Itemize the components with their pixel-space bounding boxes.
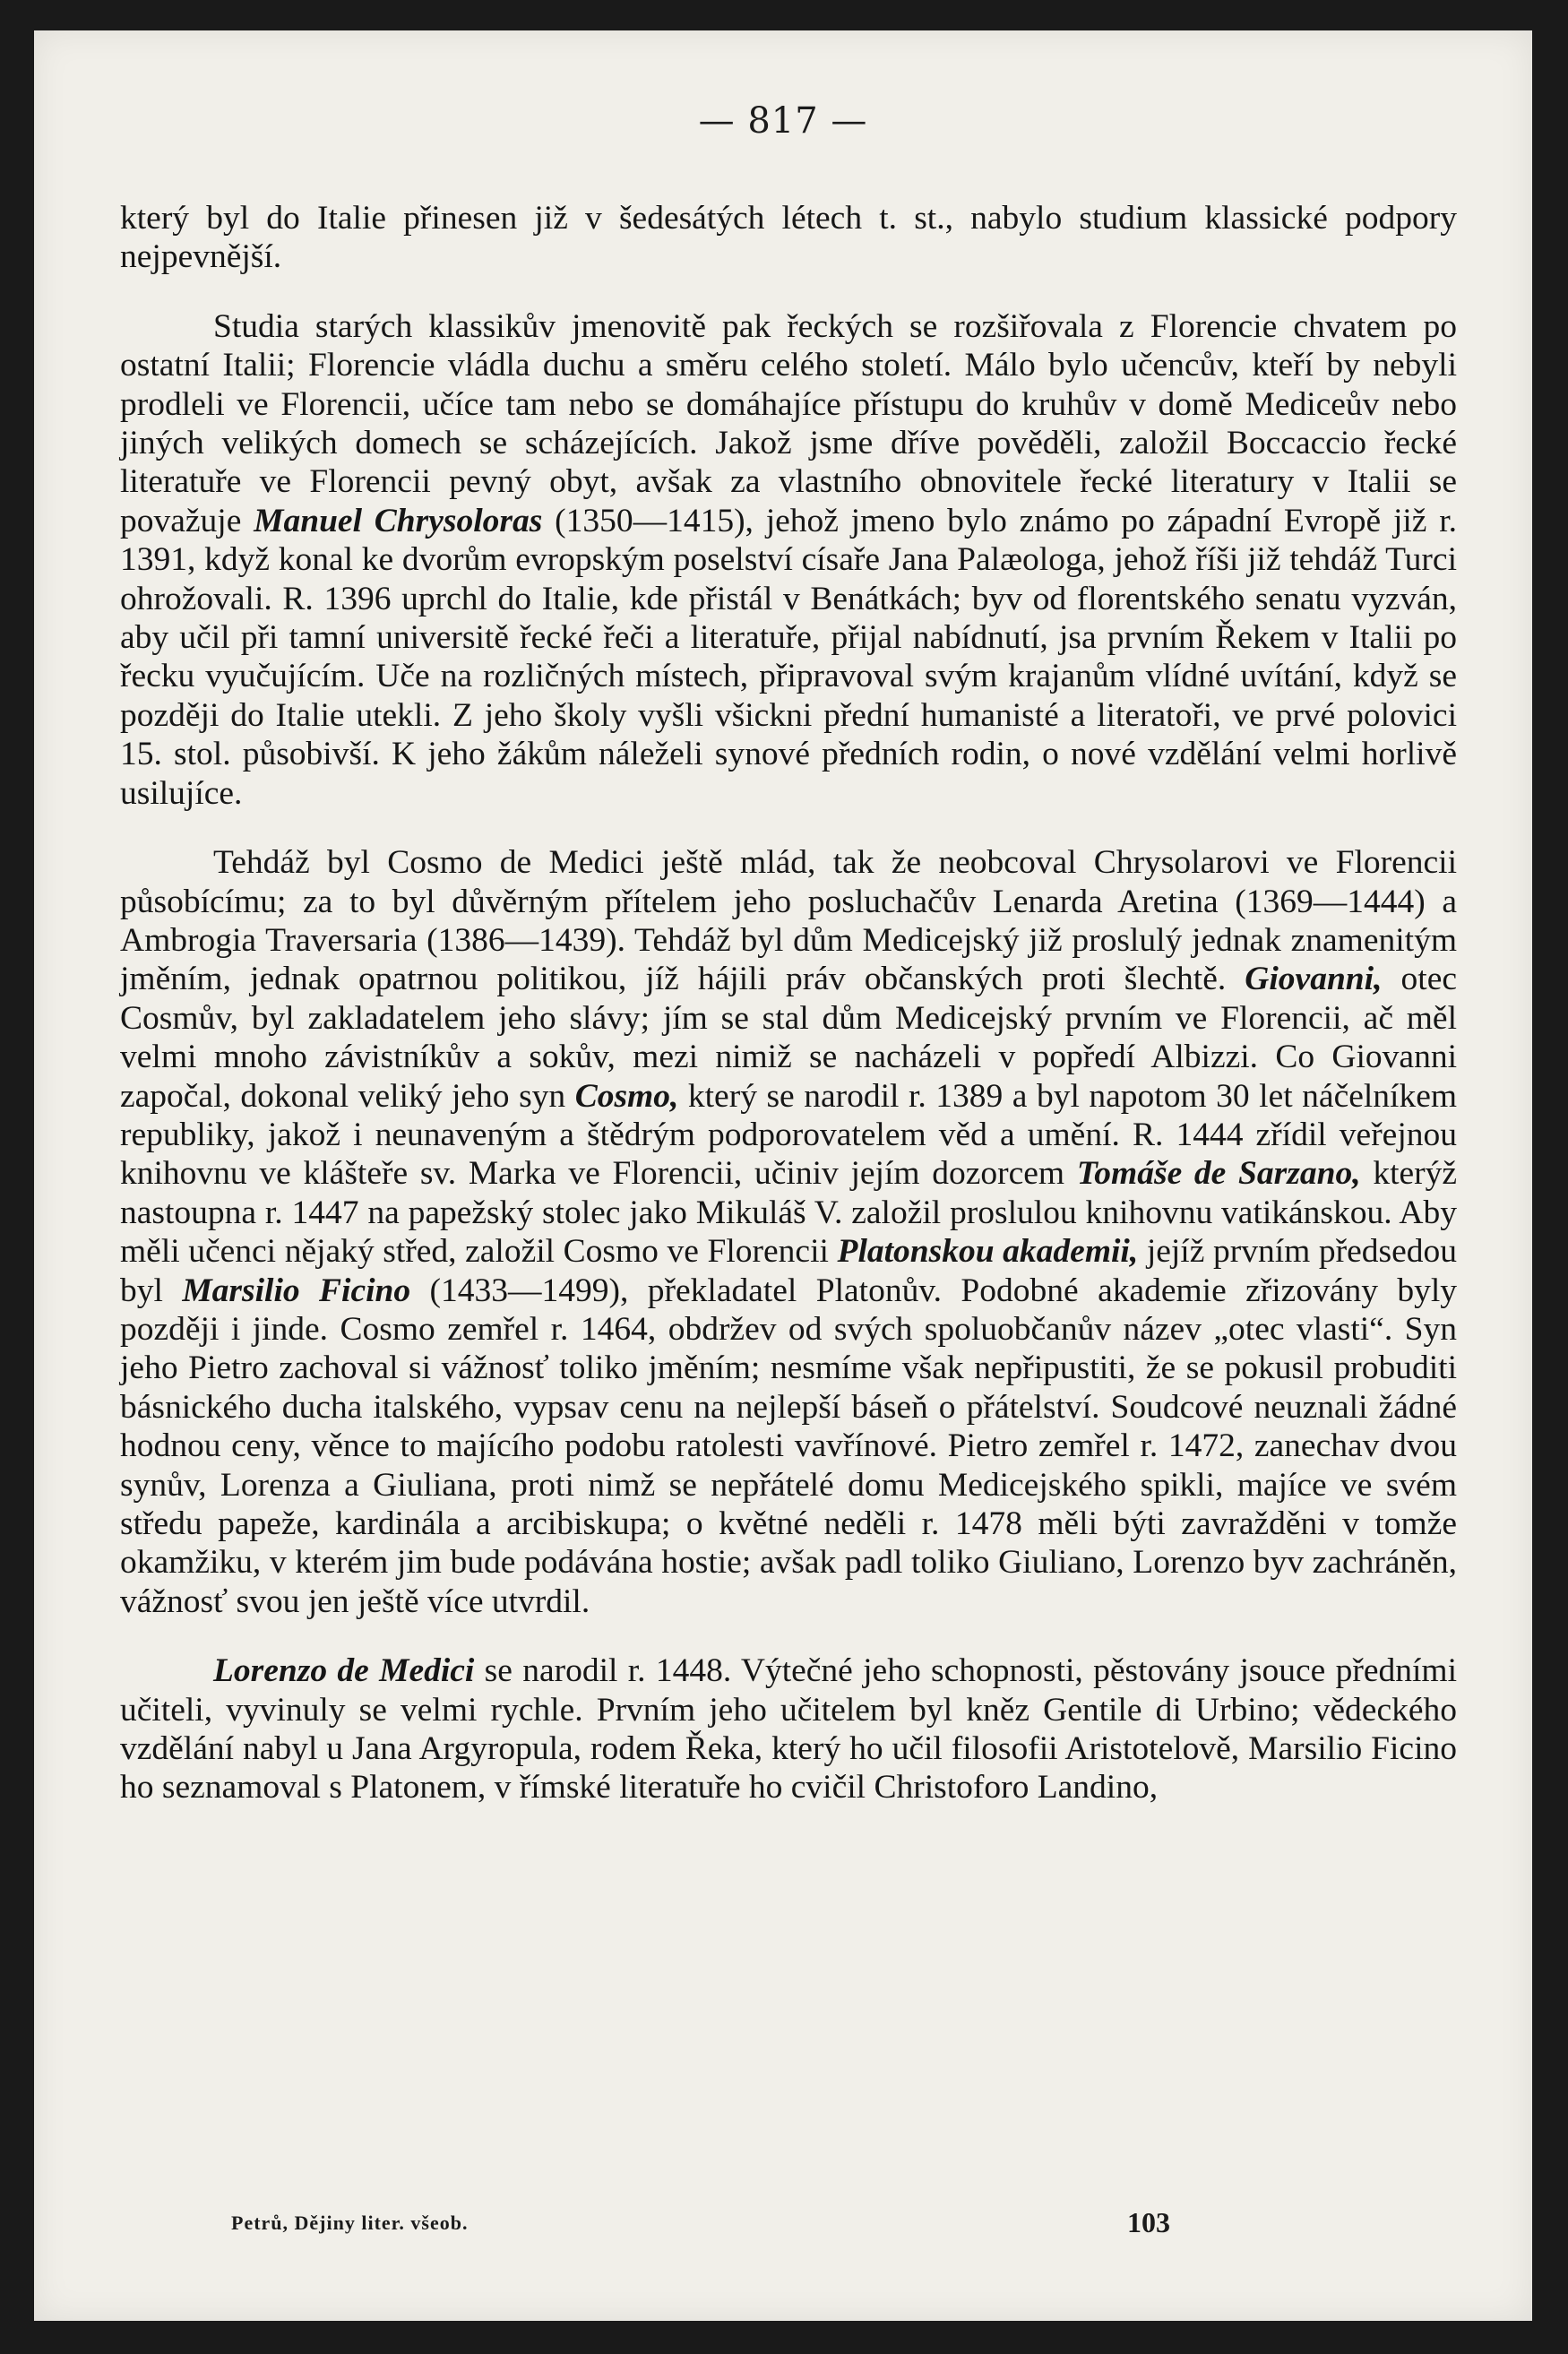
book-page	[34, 30, 1532, 2321]
paragraph-2	[120, 307, 1457, 813]
signature-number: 103	[1127, 2206, 1170, 2238]
page-body	[120, 199, 1457, 1807]
name-giovanni: Giovanni,	[1245, 961, 1383, 998]
page-footer	[120, 2204, 1457, 2240]
printer-signature: Petrů, Dějiny liter. všeob.	[231, 2212, 469, 2234]
name-tomase-de-sarzano: Tomáše de Sarzano,	[1076, 1155, 1361, 1193]
name-marsilio-ficino: Marsilio Ficino	[182, 1272, 411, 1309]
paragraph-4-text: se narodil r. 1448. Výtečné jeho schopnosti, pěstovány jsouce předními učiteli, vyvinuly se velmi rychle. Prvním jeho učitelem byl kněz Gentile di Urbino; vědeckého vzdělání nabyl u Jana Argyropula, rodem Řeka, který ho učil filosofii Aristotelově, Marsilio Ficino ho seznamoval s Platonem, v římské literatuře ho cvičil Christoforo Landino,	[120, 1652, 1457, 1806]
paragraph-3-text-c: který se narodil r. 1389 a byl napotom 30 let náčelníkem republiky, jakož i neunaveným a štědrým podporovatelem věd a umění. R. 1444 zřídil veřejnou knihovnu ve klášteře sv. Marka ve Florencii, učiniv jejím dozorcem	[120, 1077, 1458, 1193]
paragraph-3-text-f: (1433—1499), překladatel Platonův. Podobné akademie zřizovány byly později i jinde. Cosmo zemřel r. 1464, obdržev od svých spoluobčanův název „otec vlasti“. Syn jeho Pietro zachoval si vážnosť toliko jměním; nesmíme však nepřipustiti, že se pokusil probuditi básnického ducha italského, vypsav cenu na nejlepší báseň o přátelství. Soudcové neuznali žádné hodnou ceny, věnce to majícího podobu ratolesti vavřínové. Pietro zemřel r. 1472, zanechav dvou synův, Lorenza a Giuliana, proti nimž se nepřátelé domu Medicejského spikli, majíce ve svém středu papeže, kardinála a arcibiskupa; o květné neděli r. 1478 měli býti zavražděni v tomže okamžiku, v kterém jim bude podávána hostie; avšak padl toliko Giuliano, Lorenzo byv zachráněn, vážnosť svou jen ještě více utvrdil.	[120, 1272, 1458, 1620]
name-platonska-akademie: Platonskou akademii,	[837, 1233, 1139, 1271]
paragraph-1	[120, 199, 1457, 277]
name-lorenzo-de-medici: Lorenzo de Medici	[213, 1652, 475, 1690]
paragraph-2-text-a: Studia starých klassikův jmenovitě pak řeckých se rozšiřovala z Florencie chvatem po ostatní Italii; Florencie vládla duchu a směru celého století. Málo bylo učencův, kteří by nebyli prodleli ve Florencii, učíce tam nebo se domáhajíce přístupu do kruhův v domě Mediceův nebo jiných velikých domech se scházejících. Jakož jsme dříve pověděli, založil Boccaccio řecké literatuře ve Florencii pevný obyt, avšak za vlastního obnovitele řecké literatury v Italii se považuje	[120, 307, 1457, 539]
paragraph-1-text: který byl do Italie přinesen již v šedesátých létech t. st., nabylo studium klassické podpory nejpevnější.	[120, 200, 1457, 276]
paragraph-3-text-e: jejíž prvním předsedou byl	[120, 1233, 1458, 1309]
paragraph-3-text-d: kterýž nastoupna r. 1447 na papežský stolec jako Mikuláš V. založil proslulou knihovnu vatikánskou. Aby měli učenci nějaký střed, založil Cosmo ve Florencii	[120, 1155, 1458, 1271]
paragraph-3	[120, 843, 1457, 1621]
page-number: — 817 —	[698, 100, 868, 142]
paragraph-2-text-b: (1350—1415), jehož jmeno bylo známo po západní Evropě již r. 1391, když konal ke dvorům evropským poselství císaře Jana Palæologa, jehož říši již tehdáž Turci ohrožovali. R. 1396 uprchl do Italie, kde přistál v Benátkách; byv od florentského senatu vyzván, aby učil při tamní universitě řecké řeči a literatuře, přijal nabídnutí, jsa prvním Řekem v Italii po řecku vyučujícím. Uče na rozličných místech, připravoval svým krajanům vlídné uvítání, když se později do Italie utekli. Z jeho školy vyšli všickni přední humanisté a literatoři, ve prvé polovici 15. stol. působivší. K jeho žákům náleželi synové předních rodin, o nové vzdělání velmi horlivě usilujíce.	[120, 502, 1457, 812]
paragraph-3-text-b: otec Cosmův, byl zakladatelem jeho slávy; jím se stal dům Medicejský prvním ve Florencii, ač měl velmi mnoho závistníkův a sokův, mezi nimiž se nacházeli v popředí Albizzi. Co Giovanni započal, dokonal veliký jeho syn	[120, 961, 1457, 1115]
paragraph-3-text-a: Tehdáž byl Cosmo de Medici ještě mlád, tak že neobcoval Chrysolarovi ve Florencii působícímu; za to byl důvěrným přítelem jeho posluchačův Lenarda Aretina (1369—1444) a Ambrogia Traversaria (1386—1439). Tehdáž byl dům Medicejský již proslulý jednak znamenitým jměním, jednak opatrnou politikou, jíž hájili práv občanských proti šlechtě.	[120, 844, 1457, 998]
name-manuel-chrysoloras: Manuel Chrysoloras	[254, 502, 543, 539]
name-cosmo: Cosmo,	[574, 1077, 679, 1115]
paragraph-4	[120, 1651, 1457, 1807]
